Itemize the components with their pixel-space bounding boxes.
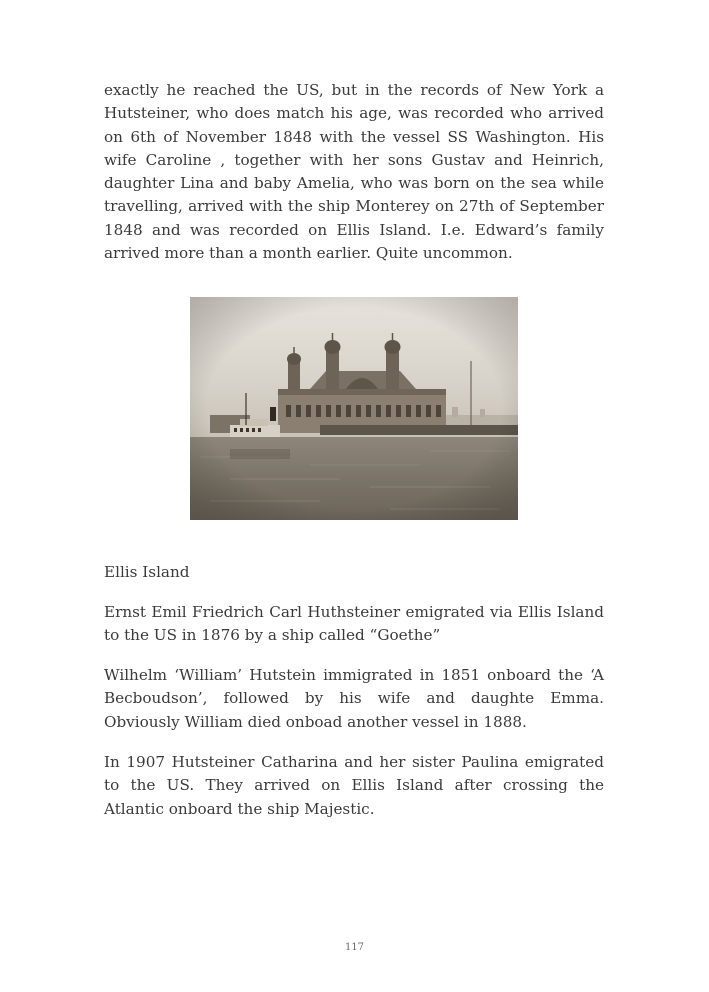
ellis-island-photo xyxy=(190,297,518,520)
page-number: 117 xyxy=(344,942,365,953)
paragraph-hutstein: Wilhelm ‘William’ Hutstein immigrated in 1851 onboard the ‘A Becboudson’, followed by his wife and daughte Emma. Obviously William died onboad another vessel in 1888. xyxy=(104,666,604,731)
intro-paragraph: exactly he reached the US, but in the records of New York a Hutsteiner, who does match his age, was recorded who arrived on 6th of November 1848 with the vessel SS Washington. His wife Caroline , together with her sons Gustav and Heinrich, daughter Lina and baby Amelia, who was born on the sea while travelling, arrived with the ship Monterey on 27th of September 1848 and was recorded on Ellis Island. I.e. Edward’s family arrived more than a month earlier. Quite uncommon. xyxy=(104,81,604,263)
figure-caption: Ellis Island xyxy=(104,563,190,581)
paragraph-catharina: In 1907 Hutsteiner Catharina and her sister Paulina emigrated to the US. They arrived on Ellis Island after crossing the Atlantic onboard the ship Majestic. xyxy=(104,753,604,818)
paragraph-huthsteiner: Ernst Emil Friedrich Carl Huthsteiner emigrated via Ellis Island to the US in 1876 by a ship called “Goethe” xyxy=(104,603,604,645)
